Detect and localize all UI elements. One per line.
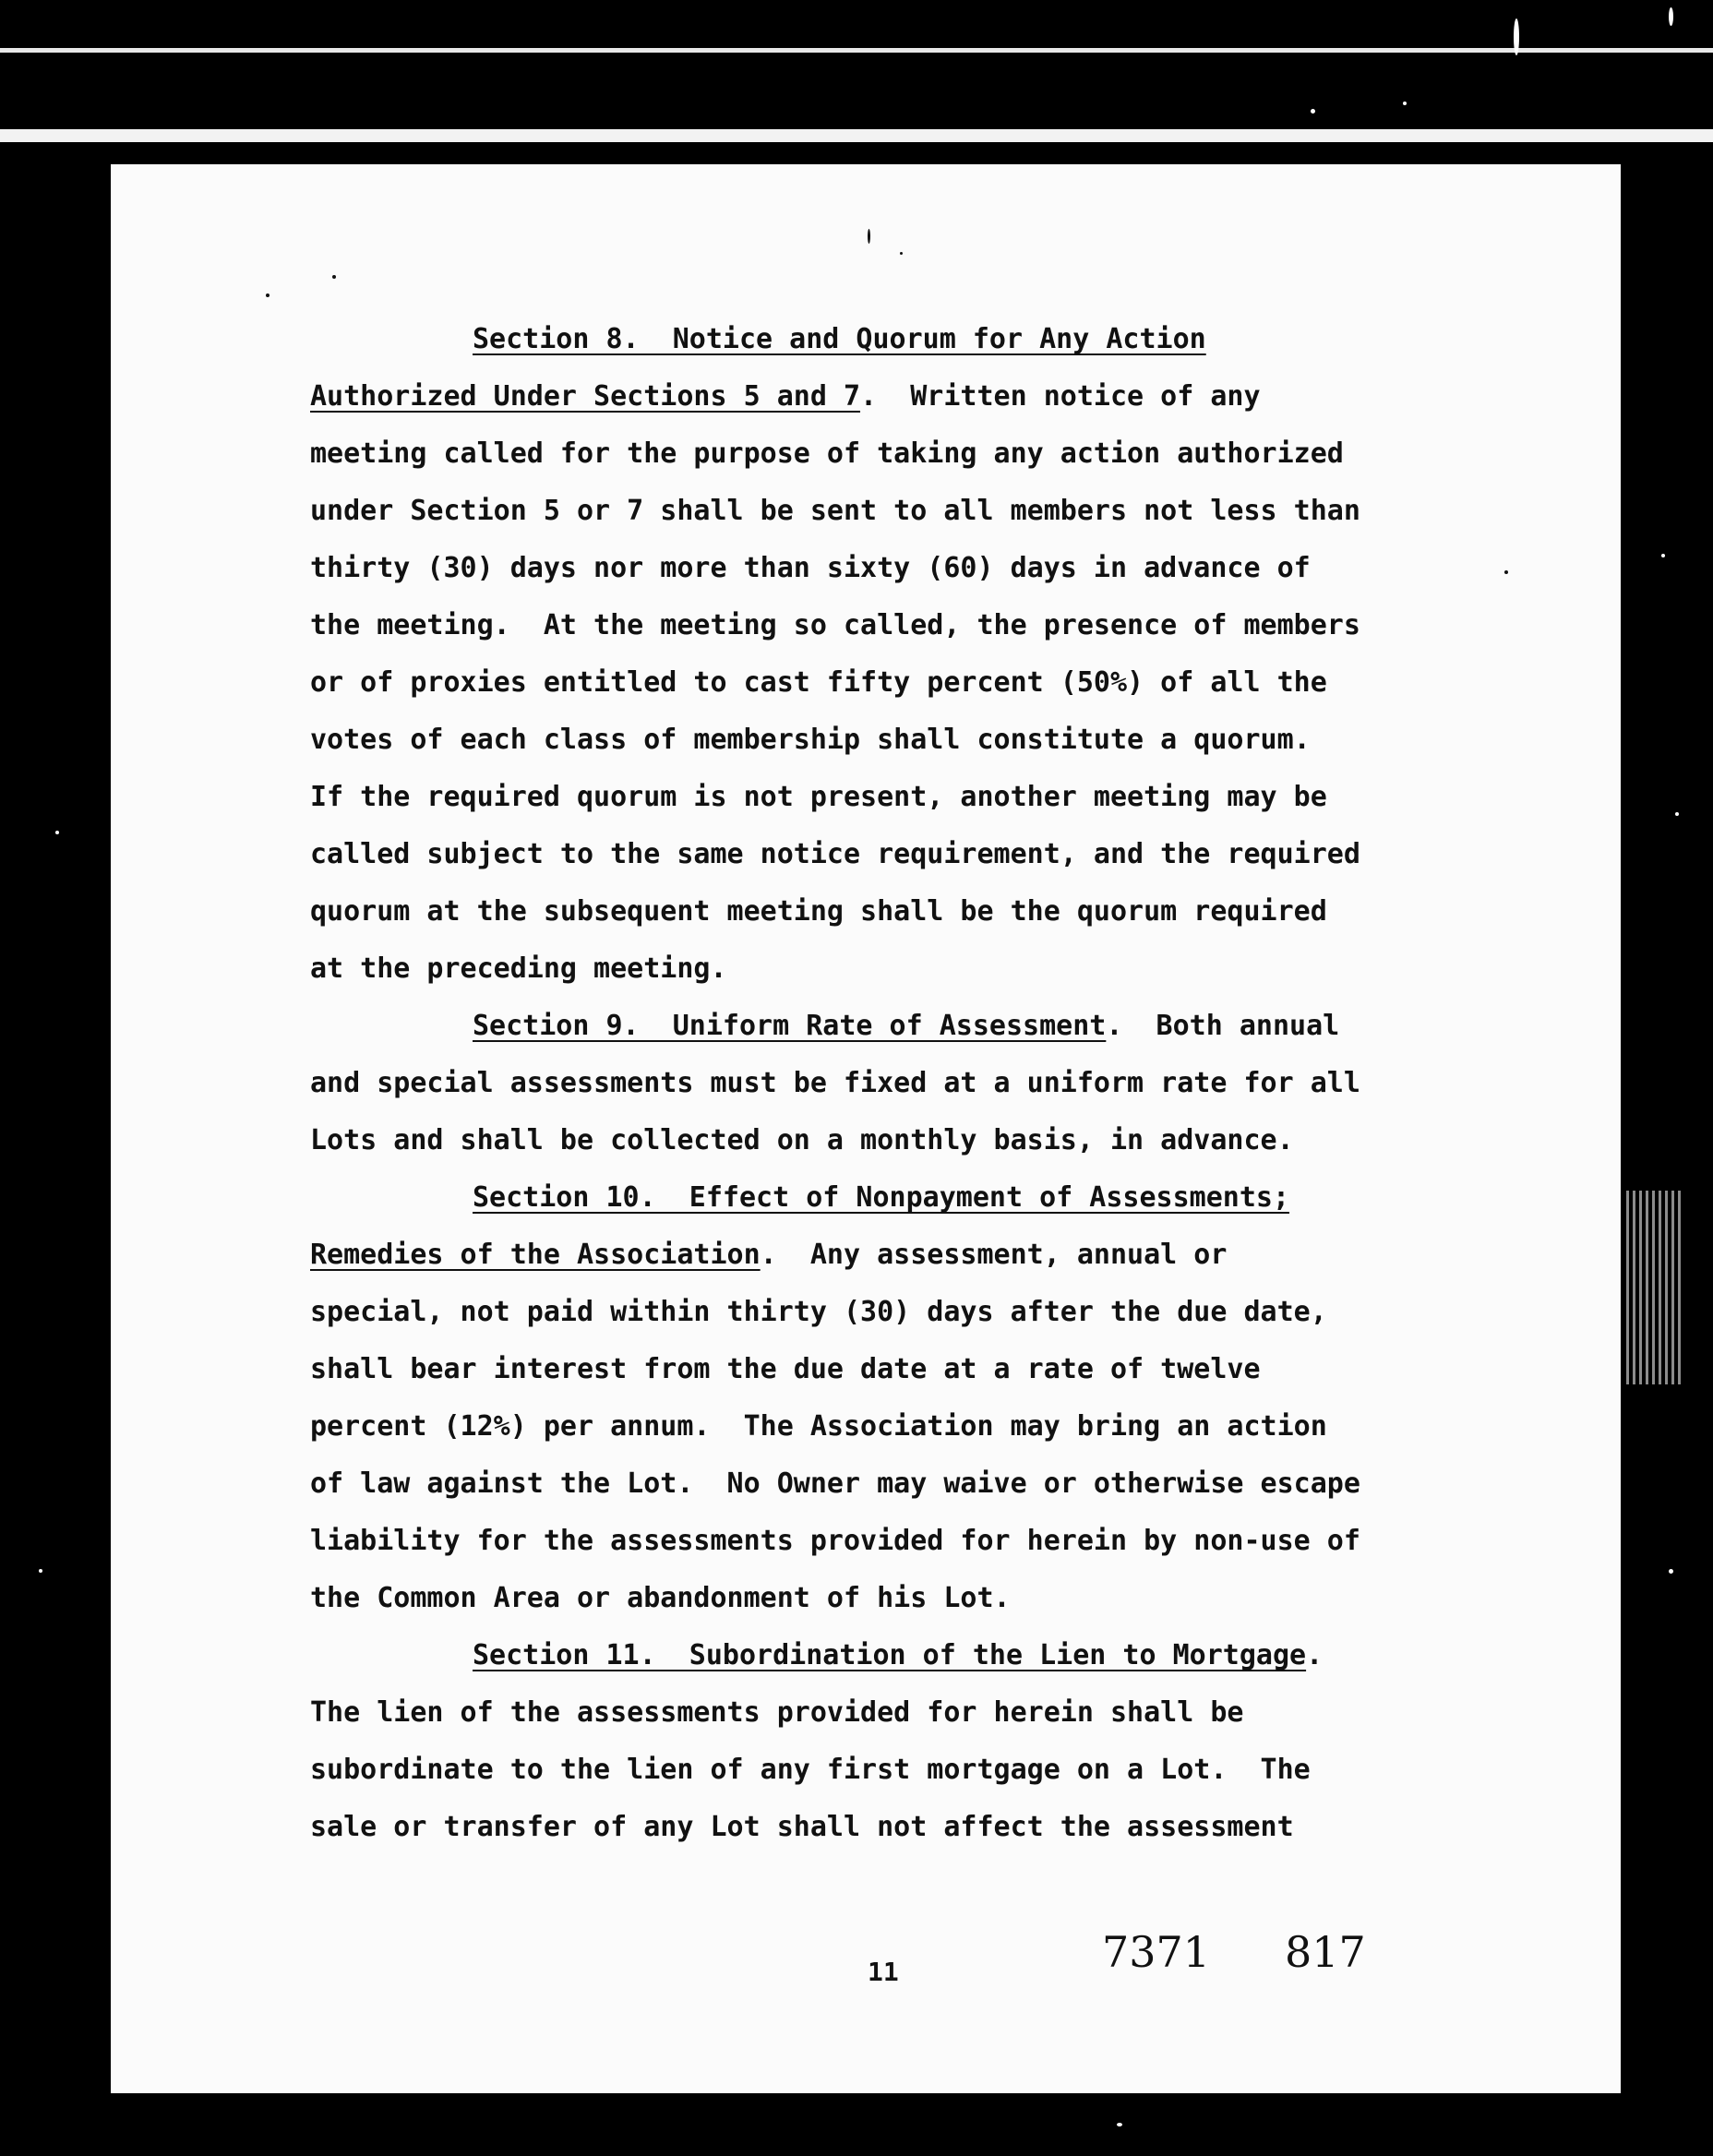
section-9-heading-line (473, 1008, 1339, 1045)
page-number: 11 (868, 1957, 899, 1987)
section-8-line: the meeting. At the meeting so called, the presence of members (310, 609, 1360, 641)
section-10-line: the Common Area or abandonment of his Lot. (310, 1582, 1011, 1614)
section-8-line (310, 378, 1261, 415)
section-8-line: If the required quorum is not present, another meeting may be (310, 781, 1327, 813)
section-8-line: or of proxies entitled to cast fifty percent (50%) of all the (310, 666, 1327, 699)
section-11-text: . (1306, 1639, 1324, 1671)
paper-speck (900, 252, 903, 255)
section-10-text: . Any assessment, annual or (760, 1239, 1228, 1271)
scan-top-rule (0, 48, 1713, 53)
section-8-line: at the preceding meeting. (310, 952, 727, 985)
section-8-heading: Section 8. Notice and Quorum for Any Action (473, 323, 1206, 355)
section-10-line (310, 1237, 1227, 1274)
scan-noise-right (1626, 1191, 1682, 1384)
scan-speck (1661, 554, 1665, 557)
paper-speck (868, 229, 870, 244)
scan-speck (1669, 7, 1673, 26)
section-10-heading: Section 10. Effect of Nonpayment of Assessments; (473, 1181, 1290, 1214)
section-10-heading-cont: Remedies of the Association (310, 1239, 761, 1271)
scan-speck (1117, 2123, 1122, 2126)
section-8-line: called subject to the same notice requirement, and the required (310, 838, 1360, 870)
section-10-line: special, not paid within thirty (30) days after the due date, (310, 1296, 1327, 1328)
section-8-line: meeting called for the purpose of taking any action authorized (310, 437, 1344, 470)
scan-speck (1403, 102, 1407, 105)
section-8-line: votes of each class of membership shall constitute a quorum. (310, 724, 1311, 756)
section-11-heading: Section 11. Subordination of the Lien to Mortgage (473, 1639, 1307, 1671)
scan-top-border (0, 129, 1713, 142)
scan-speck (39, 1569, 42, 1573)
section-11-line: The lien of the assessments provided for herein shall be (310, 1696, 1244, 1729)
section-9-line: and special assessments must be fixed at a uniform rate for all (310, 1067, 1360, 1099)
section-10-line: percent (12%) per annum. The Association may bring an action (310, 1410, 1327, 1443)
scan-speck (1675, 812, 1679, 816)
section-10-line: shall bear interest from the due date at a rate of twelve (310, 1353, 1261, 1385)
section-9-line: Lots and shall be collected on a monthly basis, in advance. (310, 1124, 1294, 1156)
section-8-text: . Written notice of any (860, 380, 1261, 413)
scan-speck (55, 831, 59, 834)
section-11-line: subordinate to the lien of any first mortgage on a Lot. The (310, 1754, 1311, 1786)
scan-speck (1311, 109, 1315, 114)
section-10-heading-line (473, 1180, 1289, 1216)
section-8-heading-line (473, 321, 1206, 358)
scan-speck (1514, 18, 1519, 55)
scan-speck (1669, 1569, 1673, 1574)
section-11-heading-line (473, 1637, 1323, 1674)
paper-speck (1504, 570, 1508, 574)
document-page (111, 164, 1621, 2093)
section-8-line: quorum at the subsequent meeting shall be the quorum required (310, 895, 1327, 928)
paper-speck (332, 275, 336, 279)
section-10-line: liability for the assessments provided for herein by non-use of (310, 1525, 1360, 1557)
section-8-line: under Section 5 or 7 shall be sent to all members not less than (310, 495, 1360, 527)
section-8-line: thirty (30) days nor more than sixty (60) days in advance of (310, 552, 1311, 584)
paper-speck (266, 293, 270, 297)
page-ref-stamp: 817 (1285, 1927, 1366, 1977)
section-9-heading: Section 9. Uniform Rate of Assessment (473, 1010, 1107, 1042)
section-8-heading-cont: Authorized Under Sections 5 and 7 (310, 380, 861, 413)
book-number-stamp: 7371 (1102, 1927, 1211, 1977)
section-10-line: of law against the Lot. No Owner may waive or otherwise escape (310, 1467, 1360, 1500)
section-9-text: . Both annual (1106, 1010, 1340, 1042)
section-11-line: sale or transfer of any Lot shall not affect the assessment (310, 1811, 1294, 1843)
